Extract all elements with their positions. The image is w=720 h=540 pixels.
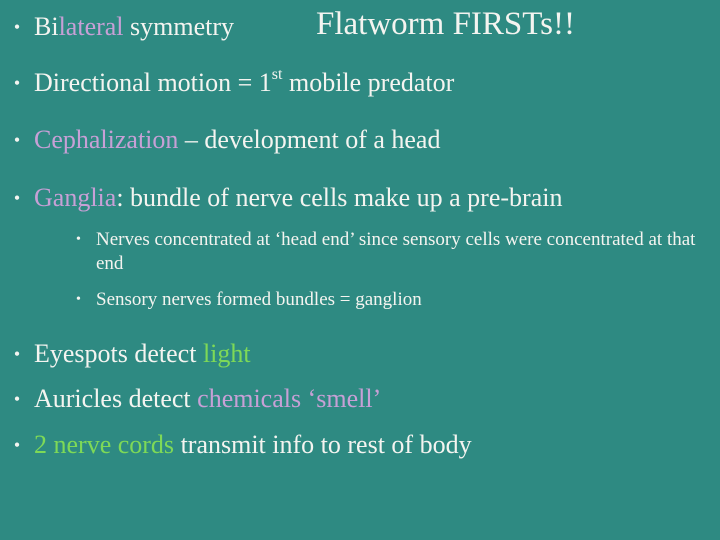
- eyespots-text: Eyespots detect: [34, 339, 203, 368]
- symmetry-text: symmetry: [123, 12, 235, 41]
- cephalization-term: Cephalization: [34, 125, 179, 154]
- bullet-dot: •: [13, 188, 21, 208]
- bullet-dot: •: [13, 389, 21, 409]
- sub-bullet-text: Sensory nerves formed bundles = ganglion: [96, 289, 422, 310]
- cephalization-definition: – development of a head: [178, 125, 441, 154]
- bullet-dot: •: [13, 130, 21, 150]
- bullet-dot: •: [13, 73, 21, 93]
- mobile-predator-text: mobile predator: [282, 68, 455, 97]
- bullet-dot: •: [13, 17, 21, 37]
- ganglia-term: Ganglia: [34, 183, 117, 212]
- sub-bullet-dot: •: [76, 292, 81, 307]
- bullet-dot: •: [13, 435, 21, 455]
- directional-motion-text: Directional motion = 1: [34, 68, 272, 97]
- chemicals-term: chemicals ‘smell’: [197, 384, 382, 413]
- light-term: light: [202, 339, 251, 368]
- sub-bullet-text: Nerves concentrated at ‘head end’ since sensory cells were concentrated at that end: [96, 229, 696, 274]
- bilateral-prefix: Bi: [34, 12, 59, 41]
- bullet-dot: •: [13, 344, 21, 364]
- slide-title: Flatworm FIRSTs!!: [316, 6, 575, 42]
- ordinal-suffix: st: [271, 66, 283, 84]
- nerve-cords-term: 2 nerve cords: [34, 430, 175, 459]
- auricles-text: Auricles detect: [34, 384, 198, 413]
- nerve-cords-definition: transmit info to rest of body: [174, 430, 472, 459]
- ganglia-definition: : bundle of nerve cells make up a pre-brain: [116, 183, 563, 212]
- bilateral-term: lateral: [58, 12, 124, 41]
- sub-bullet-dot: •: [76, 232, 81, 247]
